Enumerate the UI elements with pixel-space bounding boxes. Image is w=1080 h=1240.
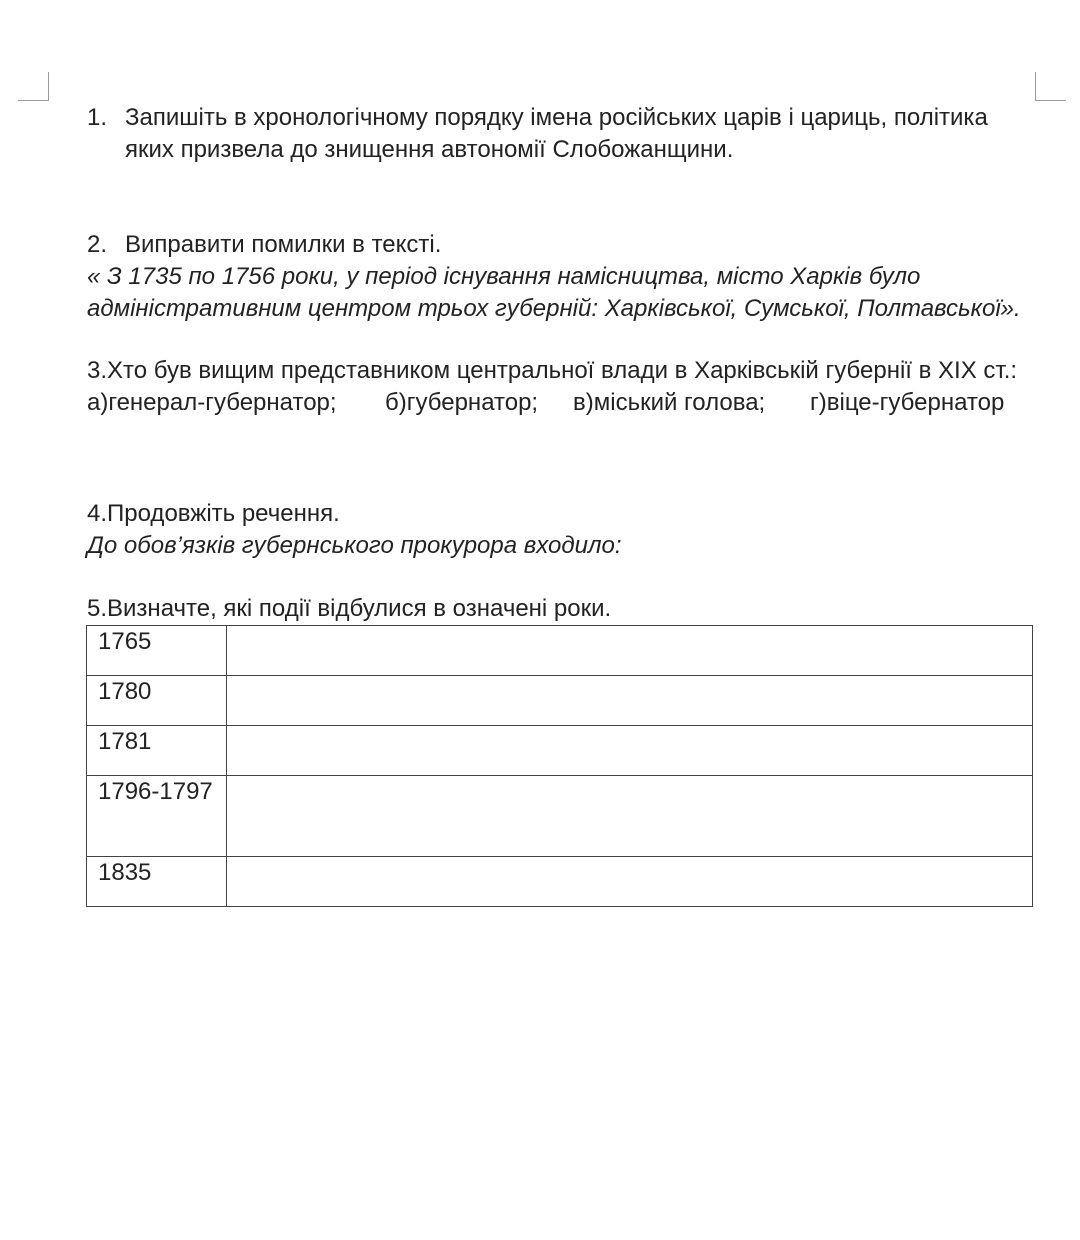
table-row <box>87 857 1033 907</box>
page-corner-mark-left <box>18 72 49 101</box>
question-1-number: 1. <box>87 104 108 131</box>
question-4 <box>87 498 1047 562</box>
table-row <box>87 676 1033 726</box>
year-cell: 1835 <box>87 857 227 907</box>
option-a: а)генерал-губернатор; <box>87 389 337 416</box>
table-row <box>87 726 1033 776</box>
year-cell: 1781 <box>87 726 227 776</box>
option-d: г)віце-губернатор <box>810 389 1005 416</box>
question-4-prompt: До обов’язків губернського прокурора входило: <box>87 532 622 559</box>
question-2-quote: « З 1735 по 1756 роки, у період існування намісництва, місто Харків було адміністративним центром трьох губерній: Харківської, Сумської, Полтавської». <box>87 263 1021 322</box>
year-cell: 1780 <box>87 676 227 726</box>
question-2-text: Виправити помилки в тексті. <box>125 231 442 258</box>
event-cell[interactable] <box>227 626 1033 676</box>
table-row <box>87 776 1033 857</box>
question-1-text: Запишіть в хронологічному порядку імена російських царів і цариць, політика яких призвела до знищення автономії Слобожанщини. <box>125 104 988 163</box>
years-table <box>86 625 1033 907</box>
question-2-number: 2. <box>87 231 108 258</box>
event-cell[interactable] <box>227 676 1033 726</box>
year-cell: 1796-1797 <box>87 776 227 857</box>
option-b: б)губернатор; <box>385 389 539 416</box>
event-cell[interactable] <box>227 776 1033 857</box>
page-corner-mark-right <box>1035 72 1066 101</box>
question-4-text: 4.Продовжіть речення. <box>87 500 340 527</box>
question-5 <box>87 593 1047 625</box>
question-2-heading <box>87 229 1057 261</box>
year-cell: 1765 <box>87 626 227 676</box>
event-cell[interactable] <box>227 857 1033 907</box>
question-2 <box>87 229 1057 325</box>
event-cell[interactable] <box>227 726 1033 776</box>
question-5-text: 5.Визначте, які події відбулися в означені роки. <box>87 595 612 622</box>
question-3 <box>87 355 1047 419</box>
option-c: в)міський голова; <box>573 389 766 416</box>
question-3-options <box>87 387 1047 419</box>
table-row <box>87 626 1033 676</box>
question-3-text: 3.Хто був вищим представником центральної влади в Харківській губернії в XIX ст.: <box>87 357 1018 384</box>
